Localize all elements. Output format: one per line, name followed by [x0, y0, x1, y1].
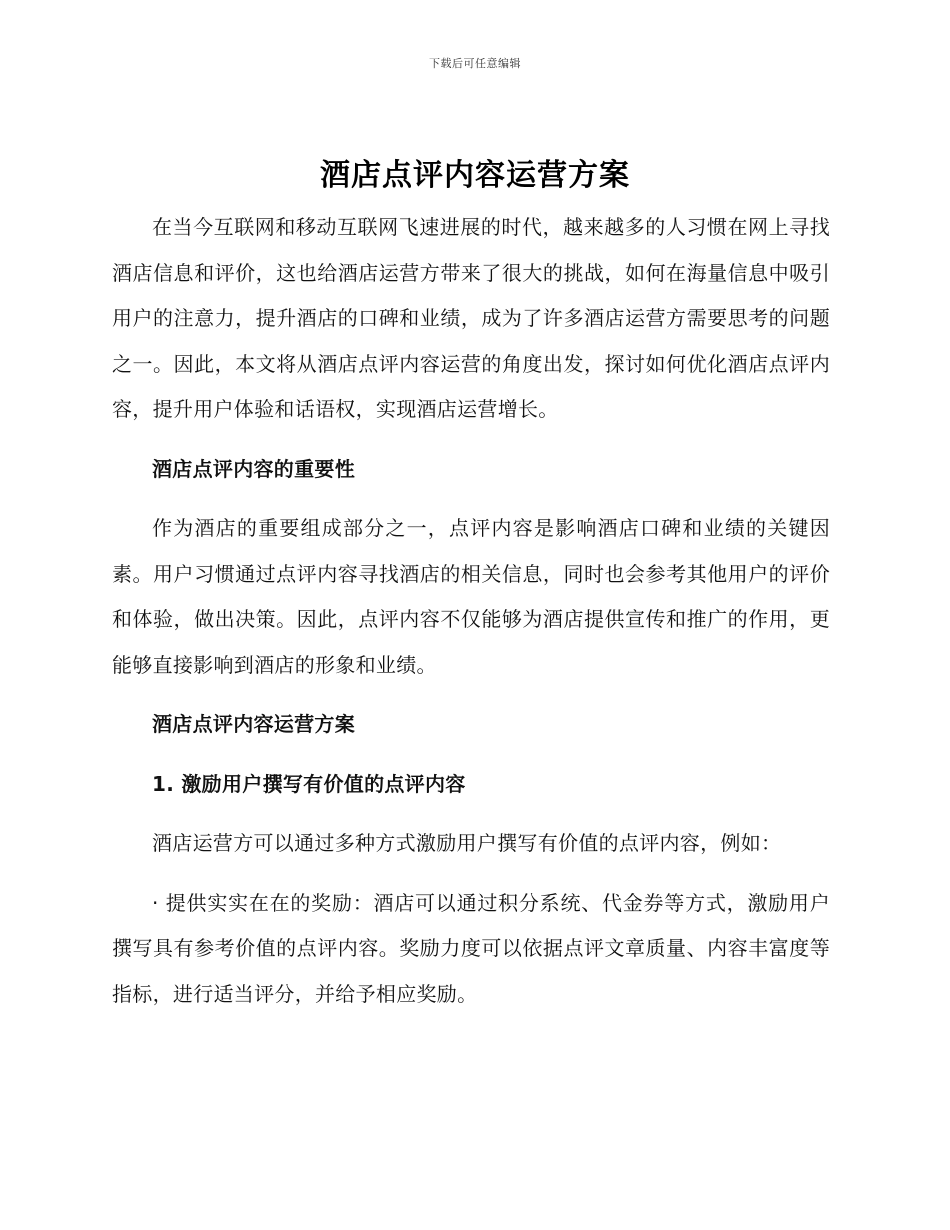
subsection-heading-incentive: 1. 激励用户撰写有价值的点评内容	[152, 771, 466, 796]
section-heading-plan: 酒店点评内容运营方案	[152, 712, 355, 736]
section-heading-importance: 酒店点评内容的重要性	[152, 456, 355, 481]
intro-paragraph: 在当今互联网和移动互联网飞速进展的时代，越来越多的人习惯在网上寻找酒店信息和评价，这也给酒店运营方带来了很大的挑战，如何在海量信息中吸引用户的注意力，提升酒店的口碑和业绩，成为了许多酒店运营方需要思考的问题之一。因此，本文将从酒店点评内容运营的角度出发，探讨如何优化酒店点评内容，提升用户体验和话语权，实现酒店运营增长。	[112, 215, 830, 421]
incentive-lead-paragraph: 酒店运营方可以通过多种方式激励用户撰写有价值的点评内容，例如：	[152, 831, 782, 855]
importance-paragraph: 作为酒店的重要组成部分之一，点评内容是影响酒店口碑和业绩的关键因素。用户习惯通过点评内容寻找酒店的相关信息，同时也会参考其他用户的评价和体验，做出决策。因此，点评内容不仅能够为酒店提供宣传和推广的作用，更能够直接影响到酒店的形象和业绩。	[112, 516, 830, 677]
document-body	[112, 205, 830, 1031]
document-title: 酒店点评内容运营方案	[320, 158, 630, 193]
incentive-bullet-item: · 提供实实在在的奖励：酒店可以通过积分系统、代金券等方式，激励用户撰写具有参考价值的点评内容。奖励力度可以依据点评文章质量、内容丰富度等指标，进行适当评分，并给予相应奖励。	[112, 890, 830, 1006]
header-note: 下载后可任意编辑	[429, 57, 521, 70]
